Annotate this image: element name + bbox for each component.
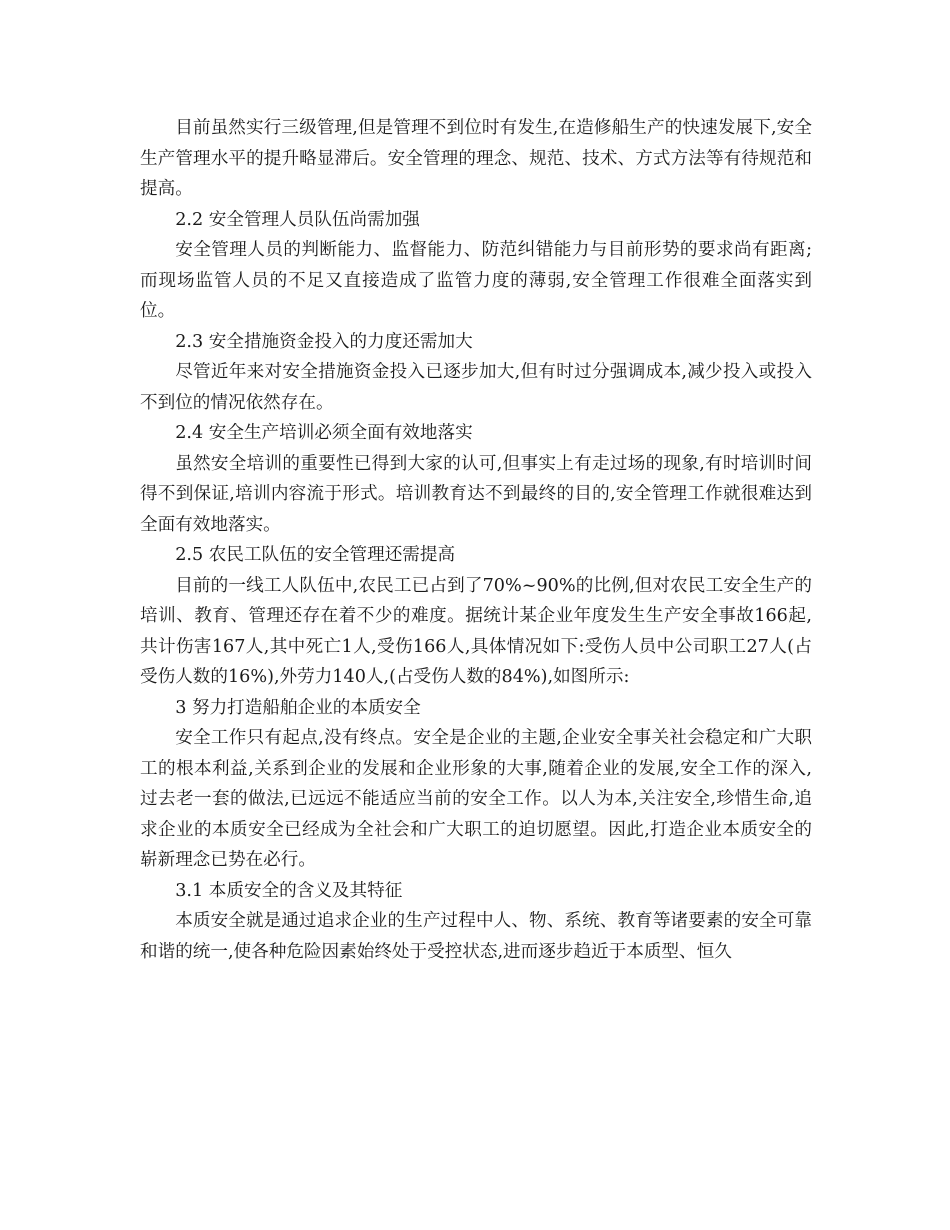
- heading-2-2: 2.2 安全管理人员队伍尚需加强: [175, 209, 420, 230]
- heading-2-3: 2.3 安全措施资金投入的力度还需加大: [175, 331, 473, 352]
- document-body: [140, 113, 812, 967]
- paragraph-migrant-workers: 目前的一线工人队伍中,农民工已占到了70%~90%的比例,但对农民工安全生产的培训、教育、管理还存在着不少的难度。据统计某企业年度发生生产安全事故166起,共计伤害167人,其中死亡1人,受伤166人,具体情况如下:受伤人员中公司职工27人(占受伤人数的16%),外劳力140人,(占受伤人数的84%),如图所示:: [140, 575, 812, 687]
- heading-3: 3 努力打造船舶企业的本质安全: [175, 697, 421, 718]
- heading-2-4: 2.4 安全生产培训必须全面有效地落实: [175, 423, 473, 443]
- paragraph-safety-funding: 尽管近年来对安全措施资金投入已逐步加大,但有时过分强调成本,减少投入或投入不到位的情况依然存在。: [140, 362, 812, 413]
- paragraph-safety-training: 虽然安全培训的重要性已得到大家的认可,但事实上有走过场的现象,有时培训时间得不到保证,培训内容流于形式。培训教育达不到最终的目的,安全管理工作就很难达到全面有效地落实。: [140, 453, 812, 535]
- heading-3-1: 3.1 本质安全的含义及其特征: [175, 880, 403, 901]
- heading-2-5: 2.5 农民工队伍的安全管理还需提高: [175, 545, 456, 565]
- paragraph-intrinsic-safety: 安全工作只有起点,没有终点。安全是企业的主题,企业安全事关社会稳定和广大职工的根本利益,关系到企业的发展和企业形象的大事,随着企业的发展,安全工作的深入,过去老一套的做法,已远远不能适应当前的安全工作。以人为本,关注安全,珍惜生命,追求企业的本质安全已经成为全社会和广大职工的迫切愿望。因此,打造企业本质安全的崭新理念已势在必行。: [140, 728, 812, 870]
- paragraph-intrinsic-safety-definition: 本质安全就是通过追求企业的生产过程中人、物、系统、教育等诸要素的安全可靠和谐的统一,使各种危险因素始终处于受控状态,进而逐步趋近于本质型、恒久: [140, 911, 812, 962]
- paragraph-management-staff: 安全管理人员的判断能力、监督能力、防范纠错能力与目前形势的要求尚有距离;而现场监管人员的不足又直接造成了监管力度的薄弱,安全管理工作很难全面落实到位。: [140, 240, 812, 321]
- paragraph-management-level: 目前虽然实行三级管理,但是管理不到位时有发生,在造修船生产的快速发展下,安全生产管理水平的提升略显滞后。安全管理的理念、规范、技术、方式方法等有待规范和提高。: [140, 118, 812, 199]
